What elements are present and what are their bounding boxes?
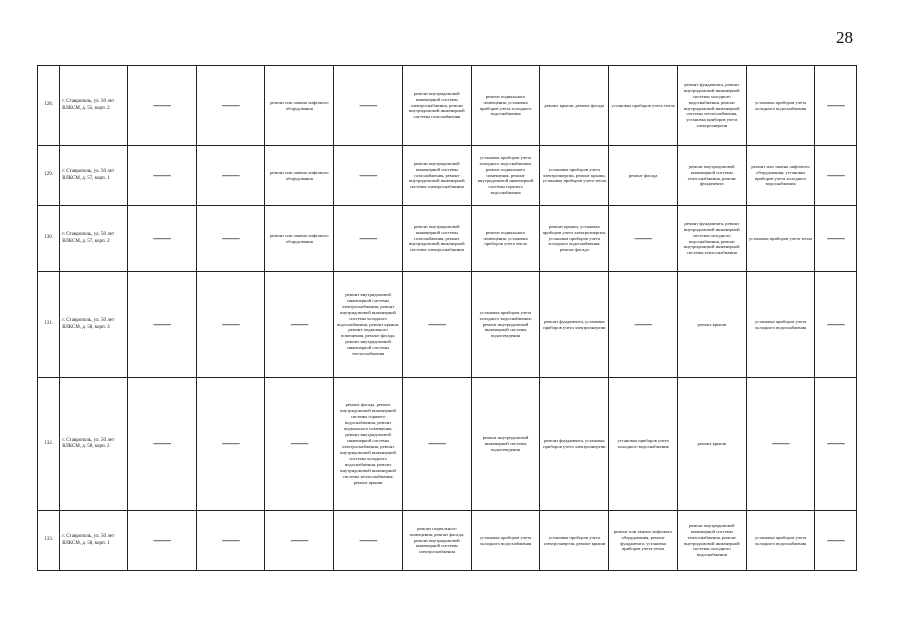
work-cell: установка приборов учета электроэнергии, ремонт крыши <box>540 511 609 571</box>
work-cell: ремонт внутридомовой инженерной системы водоотведения <box>471 378 540 511</box>
work-cell: установка приборов учета холодного водоснабжения <box>746 66 815 146</box>
empty-dash-cell: —— <box>402 378 471 511</box>
work-cell: ремонт фундамента, ремонт внутридомовой инженерной системы холодного водоснабжения, ремонт внутридомовой инженерной системы теплоснабжения, установка приборов учета электроэнергии <box>677 66 746 146</box>
row-number: 132. <box>38 378 60 511</box>
row-number: 131. <box>38 272 60 378</box>
work-cell: ремонт внутридомовой инженерной системы газоснабжения, ремонт внутридомовой инженерной системы электроснабжения <box>402 146 471 206</box>
address-cell: г. Ставрополь, ул. 50 лет ВЛКСМ, д. 57, корп. 1 <box>60 146 128 206</box>
work-cell: ремонт или замена лифтового оборудования <box>265 66 334 146</box>
work-cell: ремонт фасада <box>609 146 678 206</box>
work-cell: установка приборов учета тепла <box>609 66 678 146</box>
empty-dash-cell: —— <box>127 206 196 272</box>
address-cell: г. Ставрополь, ул. 50 лет ВЛКСМ, д. 58, корп. 2 <box>60 378 128 511</box>
work-cell: установка приборов учета электроэнергии, ремонт крыши, установка приборов учета тепла <box>540 146 609 206</box>
empty-dash-cell: —— <box>127 511 196 571</box>
empty-dash-cell: —— <box>334 146 403 206</box>
empty-dash-cell: —— <box>196 146 265 206</box>
work-cell: ремонт крыши, ремонт фасада <box>540 66 609 146</box>
table-row <box>38 206 857 272</box>
work-cell: ремонт или замена лифтового оборудования <box>265 206 334 272</box>
empty-dash-cell: —— <box>127 378 196 511</box>
empty-dash-cell: —— <box>127 66 196 146</box>
row-number: 129. <box>38 146 60 206</box>
work-cell: ремонт или замена лифтового оборудования, установка приборов учета холодного водоснабжения <box>746 146 815 206</box>
work-cell: установка приборов учета холодного водоснабжения, ремонт внутридомовой инженерной системы водоотведения <box>471 272 540 378</box>
empty-dash-cell: —— <box>196 272 265 378</box>
table-row <box>38 66 857 146</box>
address-cell: г. Ставрополь, ул. 50 лет ВЛКСМ, д. 58, корп. 3 <box>60 272 128 378</box>
address-cell: г. Ставрополь, ул. 50 лет ВЛКСМ, д. 55, корп. 2 <box>60 66 128 146</box>
empty-dash-cell: —— <box>196 378 265 511</box>
table-row <box>38 511 857 571</box>
work-cell: ремонт крыши <box>677 272 746 378</box>
address-cell: г. Ставрополь, ул. 50 лет ВЛКСМ, д. 57, корп. 2 <box>60 206 128 272</box>
work-cell: ремонт внутридомовой инженерной системы теплоснабжения, ремонт фундамента <box>677 146 746 206</box>
empty-dash-cell: —— <box>815 206 857 272</box>
empty-dash-cell: —— <box>334 511 403 571</box>
empty-dash-cell: —— <box>815 378 857 511</box>
repair-schedule-table <box>37 65 857 571</box>
work-cell: установка приборов учета тепла <box>746 206 815 272</box>
work-cell: ремонт фундамента, ремонт внутридомовой инженерной системы холодного водоснабжения, ремонт внутридомовой инженерной системы теплоснабжения <box>677 206 746 272</box>
empty-dash-cell: —— <box>815 272 857 378</box>
work-cell: ремонт фундамента, установка приборов учета электроэнергии <box>540 272 609 378</box>
empty-dash-cell: —— <box>815 66 857 146</box>
work-cell: ремонт внутридомовой инженерной системы газоснабжения, ремонт внутридомовой инженерной системы электроснабжения <box>402 206 471 272</box>
work-cell: ремонт внутридомовой инженерной системы теплоснабжения, ремонт внутридомовой инженерной системы холодного водоснабжения <box>677 511 746 571</box>
work-cell: ремонт внутридомовой инженерной системы электроснабжения, ремонт внутридомовой инженерной системы холодного водоснабжения, ремонт крыши, ремонт подвального помещения, ремонт фасада, ремонт внутридомовой инженерной системы теплоснабжения <box>334 272 403 378</box>
row-number: 128. <box>38 66 60 146</box>
empty-dash-cell: —— <box>196 206 265 272</box>
work-cell: ремонт или замена лифтового оборудования, ремонт фундамента, установка приборов учета тепла <box>609 511 678 571</box>
table-row <box>38 146 857 206</box>
empty-dash-cell: —— <box>746 378 815 511</box>
work-cell: ремонт фасада, ремонт внутридомовой инженерной системы горячего водоснабжения, ремонт подвального помещения, ремонт внутридомовой инженерной системы электроснабжения, ремонт внутридомовой инженерной системы холодного водоснабжения, ремонт внутридомовой инженерной системы теплоснабжения, ремонт крыши <box>334 378 403 511</box>
empty-dash-cell: —— <box>609 206 678 272</box>
work-cell: ремонт подвального помещения, ремонт фасада, ремонт внутридомовой инженерной системы электроснабжения <box>402 511 471 571</box>
empty-dash-cell: —— <box>196 511 265 571</box>
page-number: 28 <box>836 28 853 47</box>
row-number: 130. <box>38 206 60 272</box>
work-cell: ремонт крыши <box>677 378 746 511</box>
table-row <box>38 272 857 378</box>
work-cell: установка приборов учета холодного водоснабжения <box>746 511 815 571</box>
work-cell: установка приборов учета холодного водоснабжения <box>746 272 815 378</box>
work-cell: ремонт внутридомовой инженерной системы электроснабжения, ремонт внутридомовой инженерной системы газоснабжения <box>402 66 471 146</box>
row-number: 133. <box>38 511 60 571</box>
work-cell: ремонт крыши, установка приборов учета электроэнергии, установка приборов учета холодного водоснабжения, ремонт фасада <box>540 206 609 272</box>
empty-dash-cell: —— <box>127 272 196 378</box>
work-cell: установка приборов учета холодного водоснабжения, ремонт подвального помещения, ремонт внутридомовой инженерной системы горячего водоснабжения <box>471 146 540 206</box>
empty-dash-cell: —— <box>815 511 857 571</box>
empty-dash-cell: —— <box>815 146 857 206</box>
empty-dash-cell: —— <box>127 146 196 206</box>
empty-dash-cell: —— <box>265 511 334 571</box>
work-cell: установка приборов учета холодного водоснабжения <box>471 511 540 571</box>
work-cell: установка приборов учета холодного водоснабжения <box>609 378 678 511</box>
work-cell: ремонт подвального помещения, установка приборов учета холодного водоснабжения <box>471 66 540 146</box>
empty-dash-cell: —— <box>609 272 678 378</box>
empty-dash-cell: —— <box>402 272 471 378</box>
empty-dash-cell: —— <box>265 378 334 511</box>
table-row <box>38 378 857 511</box>
empty-dash-cell: —— <box>334 206 403 272</box>
work-cell: ремонт подвального помещения, установка приборов учета тепла <box>471 206 540 272</box>
empty-dash-cell: —— <box>334 66 403 146</box>
address-cell: г. Ставрополь, ул. 50 лет ВЛКСМ, д. 58, корп. 1 <box>60 511 128 571</box>
empty-dash-cell: —— <box>265 272 334 378</box>
work-cell: ремонт фундамента, установка приборов учета электроэнергии <box>540 378 609 511</box>
work-cell: ремонт или замена лифтового оборудования <box>265 146 334 206</box>
empty-dash-cell: —— <box>196 66 265 146</box>
